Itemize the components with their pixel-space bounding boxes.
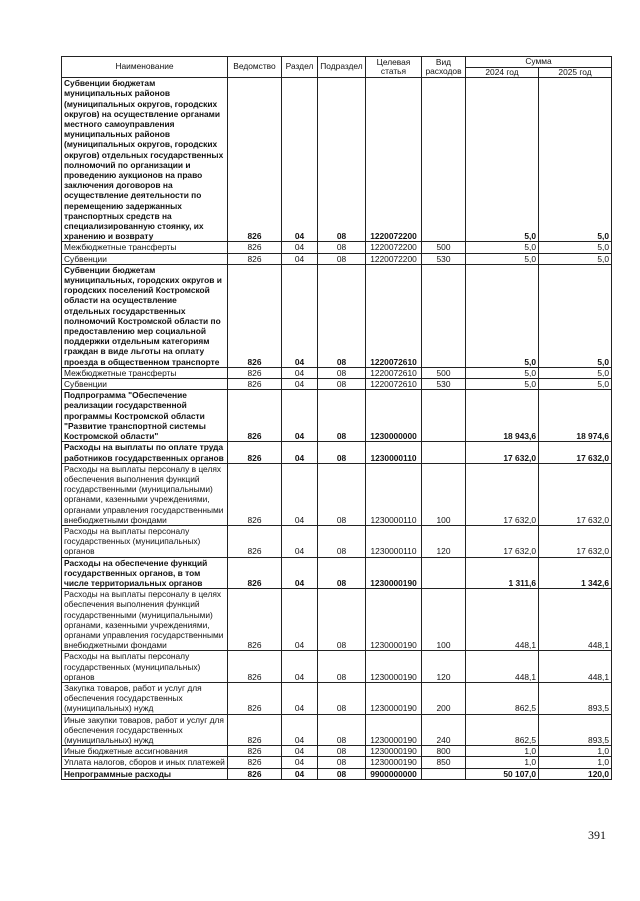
row-vedomstvo: 826: [228, 442, 282, 463]
table-row: [62, 651, 612, 683]
header-celevaya-statya: Целевая статья: [366, 57, 422, 78]
row-razdel: 04: [282, 714, 318, 746]
row-sum-2024: 17 632,0: [466, 442, 539, 463]
row-vedomstvo: 826: [228, 651, 282, 683]
table-row: [62, 463, 612, 525]
row-sum-2024: 1,0: [466, 757, 539, 768]
row-vid-raskhodov: 120: [422, 525, 466, 557]
row-sum-2024: 862,5: [466, 714, 539, 746]
row-sum-2025: 5,0: [539, 253, 612, 264]
row-sum-2024: 50 107,0: [466, 768, 539, 779]
row-sum-2025: 5,0: [539, 264, 612, 367]
table-row: [62, 264, 612, 367]
row-podrazdel: 08: [318, 242, 366, 253]
row-celevaya-statya: 1230000190: [366, 714, 422, 746]
row-sum-2024: 17 632,0: [466, 463, 539, 525]
row-sum-2024: 1 311,6: [466, 557, 539, 589]
row-name: Уплата налогов, сборов и иных платежей: [62, 757, 228, 768]
table-row: [62, 379, 612, 390]
row-celevaya-statya: 1220072200: [366, 253, 422, 264]
row-name: Межбюджетные трансферты: [62, 367, 228, 378]
row-celevaya-statya: 1220072200: [366, 78, 422, 242]
row-name: Субвенции: [62, 379, 228, 390]
row-vid-raskhodov: 850: [422, 757, 466, 768]
header-summa: Сумма: [466, 57, 612, 68]
row-celevaya-statya: 1230000190: [366, 651, 422, 683]
row-name: Расходы на обеспечение функций государственных органов, в том числе территориальных органов: [62, 557, 228, 589]
row-podrazdel: 08: [318, 557, 366, 589]
row-podrazdel: 08: [318, 264, 366, 367]
budget-table: [61, 56, 612, 780]
row-podrazdel: 08: [318, 379, 366, 390]
row-podrazdel: 08: [318, 390, 366, 442]
row-vedomstvo: 826: [228, 757, 282, 768]
row-celevaya-statya: 1230000190: [366, 682, 422, 714]
row-vid-raskhodov: 800: [422, 746, 466, 757]
row-podrazdel: 08: [318, 589, 366, 651]
row-sum-2025: 893,5: [539, 682, 612, 714]
row-razdel: 04: [282, 768, 318, 779]
row-razdel: 04: [282, 379, 318, 390]
page-number: 391: [588, 828, 606, 842]
row-razdel: 04: [282, 264, 318, 367]
row-razdel: 04: [282, 651, 318, 683]
row-celevaya-statya: 1220072200: [366, 242, 422, 253]
row-sum-2025: 5,0: [539, 78, 612, 242]
row-name: Расходы на выплаты по оплате труда работников государственных органов: [62, 442, 228, 463]
row-vedomstvo: 826: [228, 682, 282, 714]
row-vedomstvo: 826: [228, 78, 282, 242]
header-year-2024: 2024 год: [466, 67, 539, 78]
row-sum-2025: 18 974,6: [539, 390, 612, 442]
table-row: [62, 390, 612, 442]
row-razdel: 04: [282, 442, 318, 463]
row-vid-raskhodov: 240: [422, 714, 466, 746]
row-razdel: 04: [282, 746, 318, 757]
row-sum-2024: 448,1: [466, 589, 539, 651]
row-sum-2025: 5,0: [539, 242, 612, 253]
row-podrazdel: 08: [318, 367, 366, 378]
row-sum-2025: 448,1: [539, 651, 612, 683]
header-vedomstvo: Ведомство: [228, 57, 282, 78]
row-sum-2025: 1 342,6: [539, 557, 612, 589]
table-body: [62, 78, 612, 780]
row-celevaya-statya: 1230000000: [366, 390, 422, 442]
row-vid-raskhodov: [422, 264, 466, 367]
row-vid-raskhodov: [422, 768, 466, 779]
row-razdel: 04: [282, 367, 318, 378]
row-name: Межбюджетные трансферты: [62, 242, 228, 253]
row-name: Субвенции бюджетам муниципальных, городских округов и городских поселений Костромской области на осуществление отдельных государственных полномочий Костромской области по предоставлению мер социальной поддержки отдельным категориям граждан в виде льготы на оплату проезда в общественном транспорте: [62, 264, 228, 367]
table-row: [62, 746, 612, 757]
table-row: [62, 714, 612, 746]
row-vid-raskhodov: 500: [422, 242, 466, 253]
header-name: Наименование: [62, 57, 228, 78]
row-vid-raskhodov: 200: [422, 682, 466, 714]
row-podrazdel: 08: [318, 714, 366, 746]
row-celevaya-statya: 9900000000: [366, 768, 422, 779]
row-razdel: 04: [282, 682, 318, 714]
row-razdel: 04: [282, 253, 318, 264]
row-name: Субвенции: [62, 253, 228, 264]
row-celevaya-statya: 1230000110: [366, 525, 422, 557]
row-vedomstvo: 826: [228, 714, 282, 746]
row-razdel: 04: [282, 557, 318, 589]
table-row: [62, 367, 612, 378]
row-name: Подпрограмма "Обеспечение реализации государственной программы Костромской области "Развитие транспортной системы Костромской области": [62, 390, 228, 442]
row-razdel: 04: [282, 78, 318, 242]
row-razdel: 04: [282, 589, 318, 651]
header-razdel: Раздел: [282, 57, 318, 78]
row-celevaya-statya: 1230000110: [366, 442, 422, 463]
table-row: [62, 78, 612, 242]
row-razdel: 04: [282, 390, 318, 442]
row-sum-2025: 448,1: [539, 589, 612, 651]
header-podrazdel: Подраздел: [318, 57, 366, 78]
row-podrazdel: 08: [318, 651, 366, 683]
row-sum-2025: 17 632,0: [539, 463, 612, 525]
row-podrazdel: 08: [318, 253, 366, 264]
row-razdel: 04: [282, 525, 318, 557]
row-sum-2024: 5,0: [466, 242, 539, 253]
row-name: Субвенции бюджетам муниципальных районов (муниципальных округов, городских округов) на осуществление органами местного самоуправления муниципальных районов (муниципальных округов, городских округов) отдельных государственных полномочий по организации и проведению аукционов на право заключения договоров на осуществление деятельности по перемещению задержанных транспортных средств на специализированную стоянку, их хранению и возврату: [62, 78, 228, 242]
row-celevaya-statya: 1230000190: [366, 589, 422, 651]
row-podrazdel: 08: [318, 463, 366, 525]
row-podrazdel: 08: [318, 78, 366, 242]
row-razdel: 04: [282, 242, 318, 253]
row-vedomstvo: 826: [228, 367, 282, 378]
row-vedomstvo: 826: [228, 746, 282, 757]
budget-table-sheet: [61, 56, 611, 780]
row-sum-2024: 5,0: [466, 367, 539, 378]
row-vid-raskhodov: [422, 78, 466, 242]
row-name: Иные закупки товаров, работ и услуг для обеспечения государственных (муниципальных) нужд: [62, 714, 228, 746]
row-celevaya-statya: 1230000190: [366, 746, 422, 757]
table-row: [62, 525, 612, 557]
row-name: Закупка товаров, работ и услуг для обеспечения государственных (муниципальных) нужд: [62, 682, 228, 714]
row-vedomstvo: 826: [228, 379, 282, 390]
row-razdel: 04: [282, 757, 318, 768]
table-row: [62, 557, 612, 589]
row-name: Расходы на выплаты персоналу государственных (муниципальных) органов: [62, 651, 228, 683]
row-sum-2024: 18 943,6: [466, 390, 539, 442]
row-sum-2025: 5,0: [539, 379, 612, 390]
row-vedomstvo: 826: [228, 264, 282, 367]
header-vid-raskhodov: Вид расходов: [422, 57, 466, 78]
row-name: Непрограммные расходы: [62, 768, 228, 779]
row-vid-raskhodov: [422, 390, 466, 442]
row-sum-2025: 893,5: [539, 714, 612, 746]
row-celevaya-statya: 1220072610: [366, 264, 422, 367]
row-name: Расходы на выплаты персоналу государственных (муниципальных) органов: [62, 525, 228, 557]
table-row: [62, 242, 612, 253]
row-sum-2025: 120,0: [539, 768, 612, 779]
row-vid-raskhodov: 100: [422, 589, 466, 651]
table-row: [62, 768, 612, 779]
row-podrazdel: 08: [318, 442, 366, 463]
table-row: [62, 253, 612, 264]
row-sum-2025: 17 632,0: [539, 442, 612, 463]
row-celevaya-statya: 1230000190: [366, 757, 422, 768]
row-sum-2024: 5,0: [466, 264, 539, 367]
row-vid-raskhodov: 100: [422, 463, 466, 525]
row-podrazdel: 08: [318, 757, 366, 768]
header-year-2025: 2025 год: [539, 67, 612, 78]
table-row: [62, 442, 612, 463]
row-sum-2024: 862,5: [466, 682, 539, 714]
row-podrazdel: 08: [318, 746, 366, 757]
row-celevaya-statya: 1230000190: [366, 557, 422, 589]
row-vedomstvo: 826: [228, 253, 282, 264]
row-name: Иные бюджетные ассигнования: [62, 746, 228, 757]
row-vid-raskhodov: 500: [422, 367, 466, 378]
row-celevaya-statya: 1220072610: [366, 379, 422, 390]
table-row: [62, 682, 612, 714]
row-vedomstvo: 826: [228, 525, 282, 557]
row-vid-raskhodov: 530: [422, 379, 466, 390]
row-sum-2025: 1,0: [539, 746, 612, 757]
row-razdel: 04: [282, 463, 318, 525]
row-sum-2025: 5,0: [539, 367, 612, 378]
row-vedomstvo: 826: [228, 557, 282, 589]
row-sum-2024: 448,1: [466, 651, 539, 683]
row-podrazdel: 08: [318, 768, 366, 779]
row-sum-2025: 17 632,0: [539, 525, 612, 557]
row-vedomstvo: 826: [228, 589, 282, 651]
row-podrazdel: 08: [318, 525, 366, 557]
row-vid-raskhodov: 120: [422, 651, 466, 683]
row-name: Расходы на выплаты персоналу в целях обеспечения выполнения функций государственными (муниципальными) органами, казенными учреждениями, органами управления государственными внебюджетными фондами: [62, 463, 228, 525]
row-sum-2024: 1,0: [466, 746, 539, 757]
row-vid-raskhodov: 530: [422, 253, 466, 264]
row-sum-2025: 1,0: [539, 757, 612, 768]
row-sum-2024: 17 632,0: [466, 525, 539, 557]
row-vid-raskhodov: [422, 557, 466, 589]
table-row: [62, 589, 612, 651]
row-celevaya-statya: 1230000110: [366, 463, 422, 525]
row-vedomstvo: 826: [228, 242, 282, 253]
row-vedomstvo: 826: [228, 768, 282, 779]
row-podrazdel: 08: [318, 682, 366, 714]
row-sum-2024: 5,0: [466, 253, 539, 264]
table-row: [62, 757, 612, 768]
row-celevaya-statya: 1220072610: [366, 367, 422, 378]
row-vid-raskhodov: [422, 442, 466, 463]
row-sum-2024: 5,0: [466, 78, 539, 242]
row-vedomstvo: 826: [228, 390, 282, 442]
row-vedomstvo: 826: [228, 463, 282, 525]
row-name: Расходы на выплаты персоналу в целях обеспечения выполнения функций государственными (муниципальными) органами, казенными учреждениями, органами управления государственными внебюджетными фондами: [62, 589, 228, 651]
row-sum-2024: 5,0: [466, 379, 539, 390]
